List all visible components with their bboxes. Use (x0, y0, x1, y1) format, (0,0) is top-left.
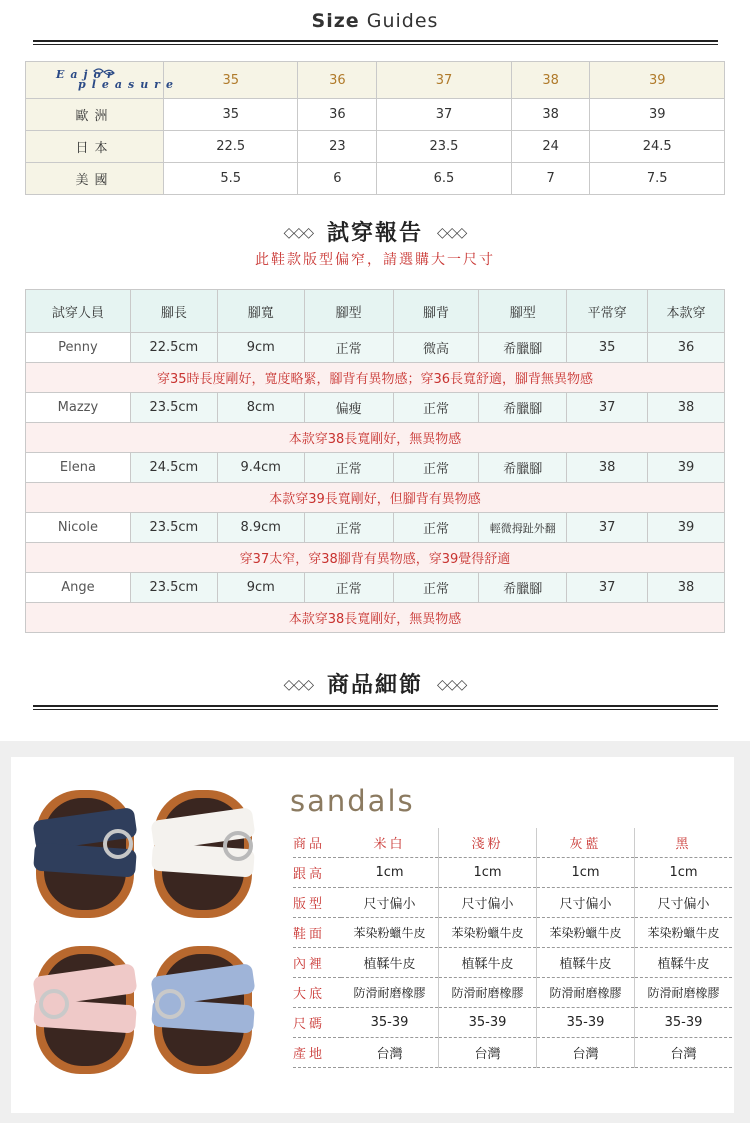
size-row-label: 美國 (26, 163, 164, 195)
fit-cell: 39 (648, 513, 725, 543)
spec-value: 35-39 (537, 1008, 635, 1038)
spec-value: 台灣 (439, 1038, 537, 1068)
size-cell: 6.5 (377, 163, 511, 195)
spec-key: 產地 (293, 1038, 341, 1068)
spec-value: 35-39 (439, 1008, 537, 1038)
size-conversion-table (25, 61, 725, 195)
fit-cell: 38 (648, 573, 725, 603)
tester-comment-row (26, 483, 725, 513)
fit-header-cell: 腳型 (479, 290, 567, 333)
spec-value: 尺寸偏小 (537, 888, 635, 918)
spec-value: 1cm (439, 858, 537, 888)
tester-row (26, 513, 725, 543)
diamond-ornament-icon: ◇◇◇ (437, 677, 467, 693)
spec-row (293, 888, 732, 918)
tester-comment-row (26, 603, 725, 633)
svg-text:Eajor: Eajor (55, 68, 119, 81)
spec-row (293, 1038, 732, 1068)
tester-comment-row (26, 363, 725, 393)
fit-cell: 37 (567, 513, 648, 543)
size-cell: 22.5 (164, 131, 298, 163)
size-cell: 35 (164, 99, 298, 131)
fit-cell: 36 (648, 333, 725, 363)
size-row-label: 歐洲 (26, 99, 164, 131)
tester-row (26, 453, 725, 483)
tester-name: Elena (26, 453, 131, 483)
fit-cell: 9cm (217, 333, 304, 363)
fit-cell: 8.9cm (217, 513, 304, 543)
spec-row (293, 918, 732, 948)
size-cell: 24 (511, 131, 590, 163)
spec-key: 內裡 (293, 948, 341, 978)
size-cell: 36 (298, 99, 377, 131)
spec-value: 1cm (341, 858, 439, 888)
spec-row (293, 1008, 732, 1038)
size-cell: 23 (298, 131, 377, 163)
fit-cell: 22.5cm (130, 333, 217, 363)
tester-row (26, 393, 725, 423)
fit-cell: 希臘腳 (479, 333, 567, 363)
size-cell: 6 (298, 163, 377, 195)
spec-value: 苯染粉蠟牛皮 (635, 918, 733, 948)
sandal-white-icon (150, 790, 255, 918)
sandal-pair-navy-white (30, 784, 260, 924)
fit-cell: 正常 (393, 573, 479, 603)
sandal-navy-icon (32, 790, 137, 918)
fit-header-cell: 腳寬 (217, 290, 304, 333)
fit-header-cell: 試穿人員 (26, 290, 131, 333)
fit-cell: 9cm (217, 573, 304, 603)
spec-value: 植鞣牛皮 (635, 948, 733, 978)
fit-cell: 37 (567, 573, 648, 603)
spec-key: 尺碼 (293, 1008, 341, 1038)
fit-cell: 微高 (393, 333, 479, 363)
fit-cell: 輕微拇趾外翻 (479, 513, 567, 543)
tester-comment: 穿35時長度剛好，寬度略緊，腳背有異物感；穿36長寬舒適，腳背無異物感 (26, 363, 725, 393)
spec-color: 黑 (635, 828, 733, 858)
size-row-us (26, 163, 725, 195)
brand-logo (26, 62, 179, 99)
size-header-row (26, 62, 725, 99)
spec-value: 防滑耐磨橡膠 (635, 978, 733, 1008)
divider (33, 40, 718, 45)
spec-value: 防滑耐磨橡膠 (537, 978, 635, 1008)
product-name: sandals (290, 784, 415, 818)
product-spec-table (293, 828, 732, 1068)
fit-report-title-text: 試穿報告 (326, 221, 423, 246)
tester-name: Nicole (26, 513, 131, 543)
spec-color: 灰藍 (537, 828, 635, 858)
fit-header-cell: 腳型 (304, 290, 393, 333)
details-title (0, 668, 750, 699)
size-cell: 38 (511, 99, 590, 131)
fit-header-cell: 腳長 (130, 290, 217, 333)
fit-cell: 39 (648, 453, 725, 483)
spec-value: 1cm (635, 858, 733, 888)
diamond-ornament-icon: ◇◇◇ (283, 225, 313, 241)
fit-cell: 希臘腳 (479, 573, 567, 603)
fit-cell: 正常 (393, 393, 479, 423)
diamond-ornament-icon: ◇◇◇ (437, 225, 467, 241)
tester-comment: 穿37太窄，穿38腳背有異物感，穿39覺得舒適 (26, 543, 725, 573)
size-col-36: 36 (298, 62, 377, 99)
sandal-pair-pink-blue (30, 940, 260, 1080)
spec-value: 尺寸偏小 (341, 888, 439, 918)
spec-value: 防滑耐磨橡膠 (439, 978, 537, 1008)
tester-comment-row (26, 423, 725, 453)
size-col-39: 39 (590, 62, 725, 99)
spec-value: 苯染粉蠟牛皮 (341, 918, 439, 948)
fit-cell: 正常 (393, 453, 479, 483)
spec-value: 台灣 (341, 1038, 439, 1068)
fit-cell: 37 (567, 393, 648, 423)
spec-value: 台灣 (537, 1038, 635, 1068)
size-cell: 37 (377, 99, 511, 131)
tester-name: Ange (26, 573, 131, 603)
fit-cell: 正常 (304, 573, 393, 603)
fit-cell: 希臘腳 (479, 453, 567, 483)
fit-cell: 正常 (304, 453, 393, 483)
spec-row (293, 948, 732, 978)
spec-value: 尺寸偏小 (635, 888, 733, 918)
size-cell: 24.5 (590, 131, 725, 163)
diamond-ornament-icon: ◇◇◇ (283, 677, 313, 693)
spec-value: 植鞣牛皮 (439, 948, 537, 978)
size-row-eu (26, 99, 725, 131)
tester-name: Penny (26, 333, 131, 363)
spec-color: 淺粉 (439, 828, 537, 858)
tester-comment: 本款穿38長寬剛好，無異物感 (26, 423, 725, 453)
fit-header-cell: 平常穿 (567, 290, 648, 333)
size-col-37: 37 (377, 62, 511, 99)
spec-value: 植鞣牛皮 (537, 948, 635, 978)
spec-value: 35-39 (341, 1008, 439, 1038)
size-col-38: 38 (511, 62, 590, 99)
fit-report-title (0, 216, 750, 247)
fit-header-cell: 腳背 (393, 290, 479, 333)
size-row-label: 日本 (26, 131, 164, 163)
fit-cell: 38 (648, 393, 725, 423)
size-cell: 23.5 (377, 131, 511, 163)
fit-cell: 9.4cm (217, 453, 304, 483)
sandal-blue-icon (150, 946, 255, 1074)
sizing-advice-note: 此鞋款版型偏窄，請選購大一尺寸 (255, 252, 495, 268)
spec-color: 米白 (341, 828, 439, 858)
fit-cell: 正常 (304, 333, 393, 363)
size-cell: 39 (590, 99, 725, 131)
size-col-35: 35 (164, 62, 298, 99)
fit-cell: 23.5cm (130, 573, 217, 603)
brand-logo-mark (52, 65, 179, 91)
spec-key: 商品 (293, 828, 341, 858)
tester-comment-row (26, 543, 725, 573)
details-title-text: 商品細節 (326, 673, 423, 698)
spec-value: 苯染粉蠟牛皮 (537, 918, 635, 948)
sandal-pink-icon (32, 946, 137, 1074)
spec-key: 鞋面 (293, 918, 341, 948)
spec-value: 1cm (537, 858, 635, 888)
spec-value: 尺寸偏小 (439, 888, 537, 918)
size-guide-title-bold: Size (311, 10, 360, 32)
fit-cell: 希臘腳 (479, 393, 567, 423)
fit-cell: 35 (567, 333, 648, 363)
tester-comment: 本款穿38長寬剛好，無異物感 (26, 603, 725, 633)
spec-value: 苯染粉蠟牛皮 (439, 918, 537, 948)
size-cell: 5.5 (164, 163, 298, 195)
tester-row (26, 333, 725, 363)
fit-cell: 38 (567, 453, 648, 483)
svg-text:pleasure: pleasure (77, 78, 179, 91)
fit-cell: 正常 (393, 513, 479, 543)
spec-row (293, 858, 732, 888)
spec-key: 版型 (293, 888, 341, 918)
spec-value: 植鞣牛皮 (341, 948, 439, 978)
tester-row (26, 573, 725, 603)
fit-cell: 23.5cm (130, 513, 217, 543)
fit-cell: 偏瘦 (304, 393, 393, 423)
size-guide-title (0, 10, 750, 32)
fit-cell: 23.5cm (130, 393, 217, 423)
size-cell: 7 (511, 163, 590, 195)
spec-key: 跟高 (293, 858, 341, 888)
spec-row (293, 978, 732, 1008)
fit-header-cell: 本款穿 (648, 290, 725, 333)
fit-cell: 8cm (217, 393, 304, 423)
fit-report-table (25, 289, 725, 633)
spec-value: 台灣 (635, 1038, 733, 1068)
tester-name: Mazzy (26, 393, 131, 423)
size-row-jp (26, 131, 725, 163)
fit-cell: 24.5cm (130, 453, 217, 483)
spec-key: 大底 (293, 978, 341, 1008)
fit-header-row (26, 290, 725, 333)
size-guide-title-rest: Guides (366, 10, 439, 32)
spec-value: 35-39 (635, 1008, 733, 1038)
fit-cell: 正常 (304, 513, 393, 543)
spec-header-row (293, 828, 732, 858)
size-cell: 7.5 (590, 163, 725, 195)
tester-comment: 本款穿39長寬剛好，但腳背有異物感 (26, 483, 725, 513)
divider (33, 705, 718, 710)
spec-value: 防滑耐磨橡膠 (341, 978, 439, 1008)
